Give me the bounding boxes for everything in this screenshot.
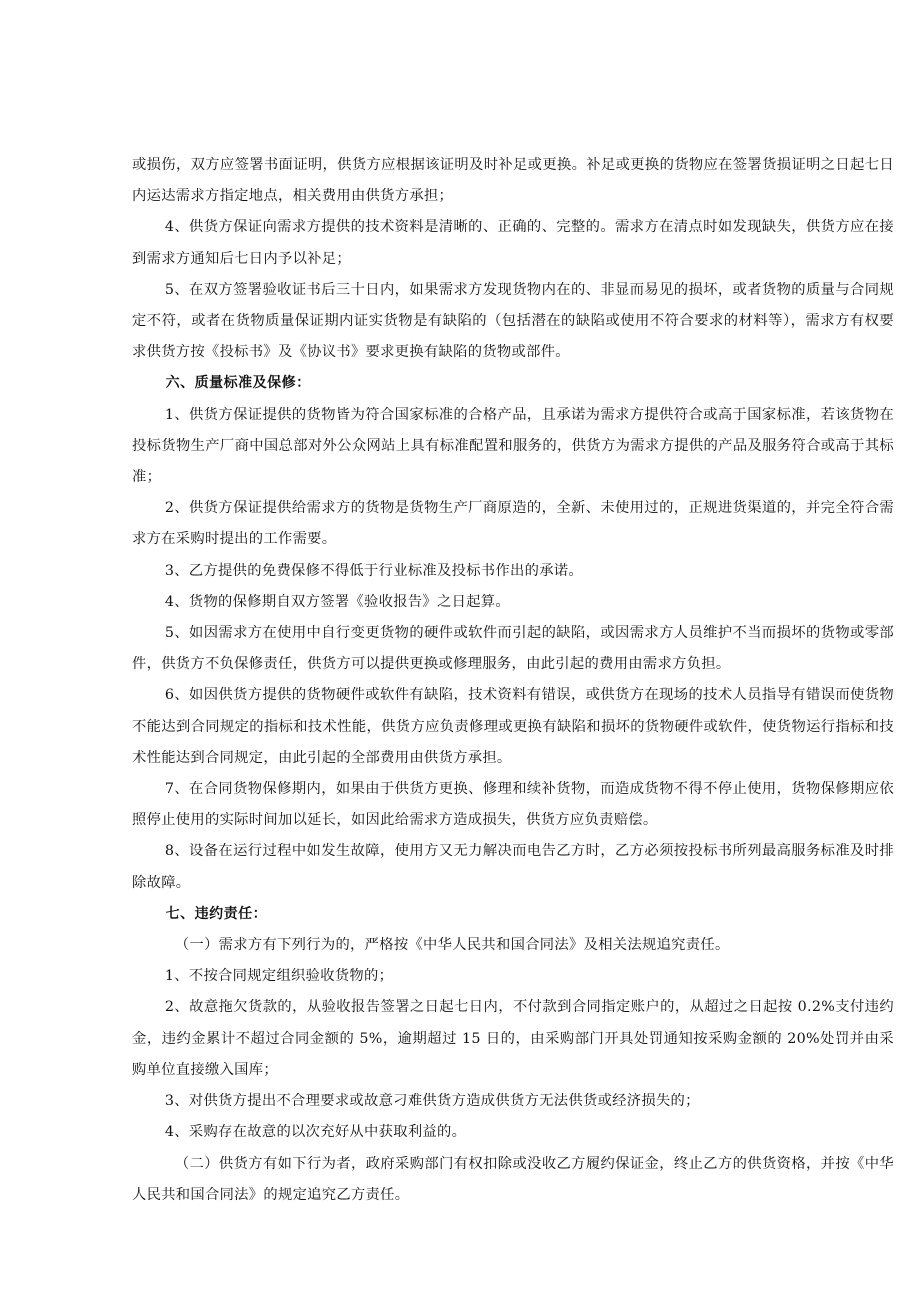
paragraph-continuation: 或损伤，双方应签署书面证明，供货方应根据该证明及时补足或更换。补足或更换的货物应在签署货损证明之日起七日内运达需求方指定地点，相关费用由供货方承担； [132, 157, 894, 205]
paragraph-liability-2: 2、故意拖欠货款的，从验收报告签署之日起七日内，不付款到合同指定账户的，从超过之日起按 0.2%支付违约金，违约金累计不超过合同金额的 5%，逾期超过 15 日的，由采购部门开具处罚通知按采购金额的 20%处罚并由采购单位直接缴入国库； [132, 999, 894, 1078]
paragraph-liability-3: 3、对供货方提出不合理要求或故意刁难供货方造成供货方无法供货或经济损失的； [164, 1093, 700, 1110]
paragraph-quality-7: 7、在合同货物保修期内，如果由于供货方更换、修理和续补货物，而造成货物不得不停止使用，货物保修期应依照停止使用的实际时间加以延长，如因此给需求方造成损失，供货方应负责赔偿。 [132, 781, 894, 829]
paragraph-quality-3: 3、乙方提供的免费保修不得低于行业标准及投标书作出的承诺。 [164, 562, 583, 579]
paragraph-clause-5: 5、在双方签署验收证书后三十日内，如果需求方发现货物内在的、非显而易见的损坏，或者货物的质量与合同规定不符，或者在货物质量保证期内证实货物是有缺陷的（包括潜在的缺陷或使用不符合要求的材料等），需求方有权要求供货方按《投标书》及《协议书》要求更换有缺陷的货物或部件。 [132, 281, 894, 361]
paragraph-quality-8: 8、设备在运行过程中如发生故障，使用方又无力解决而电告乙方时，乙方必须按投标书所列最高服务标准及时排除故障。 [132, 843, 894, 891]
document-body [132, 150, 894, 1211]
paragraph-quality-4: 4、货物的保修期自双方签署《验收报告》之日起算。 [164, 593, 510, 610]
paragraph-quality-2: 2、供货方保证提供给需求方的货物是货物生产厂商原造的，全新、未使用过的，正规进货渠道的，并完全符合需求方在采购时提出的工作需要。 [132, 500, 894, 548]
paragraph-liability-1: 1、不按合同规定组织验收货物的； [164, 968, 394, 985]
paragraph-liability-part-1: （一）需求方有下列行为的，严格按《中华人民共和国合同法》及相关法规追究责任。 [174, 937, 730, 954]
paragraph-liability-4: 4、采购存在故意的以次充好从中获取利益的。 [164, 1124, 467, 1141]
section-heading-quality: 六、质量标准及保修： [165, 375, 311, 392]
paragraph-quality-1: 1、供货方保证提供的货物皆为符合国家标准的合格产品，且承诺为需求方提供符合或高于国家标准，若该货物在投标货物生产厂商中国总部对外公众网站上具有标准配置和服务的，供货方为需求方提供的产品及服务符合或高于其标准； [132, 406, 894, 486]
paragraph-clause-4: 4、供货方保证向需求方提供的技术资料是清晰的、正确的、完整的。需求方在清点时如发现缺失，供货方应在接到需求方通知后七日内予以补足； [132, 219, 894, 267]
paragraph-quality-6: 6、如因供货方提供的货物硬件或软件有缺陷，技术资料有错误，或供货方在现场的技术人员指导有错误而使货物不能达到合同规定的指标和技术性能，供货方应负责修理或更换有缺陷和损坏的货物硬件或软件，使货物运行指标和技术性能达到合同规定，由此引起的全部费用由供货方承担。 [132, 687, 894, 766]
section-heading-liability: 七、违约责任： [165, 905, 268, 922]
paragraph-liability-part-2: （二）供货方有如下行为者，政府采购部门有权扣除或没收乙方履约保证金，终止乙方的供货资格，并按《中华人民共和国合同法》的规定追究乙方责任。 [132, 1155, 894, 1203]
paragraph-quality-5: 5、如因需求方在使用中自行变更货物的硬件或软件而引起的缺陷，或因需求方人员维护不当而损坏的货物或零部件，供货方不负保修责任，供货方可以提供更换或修理服务，由此引起的费用由需求方负担。 [132, 625, 894, 673]
